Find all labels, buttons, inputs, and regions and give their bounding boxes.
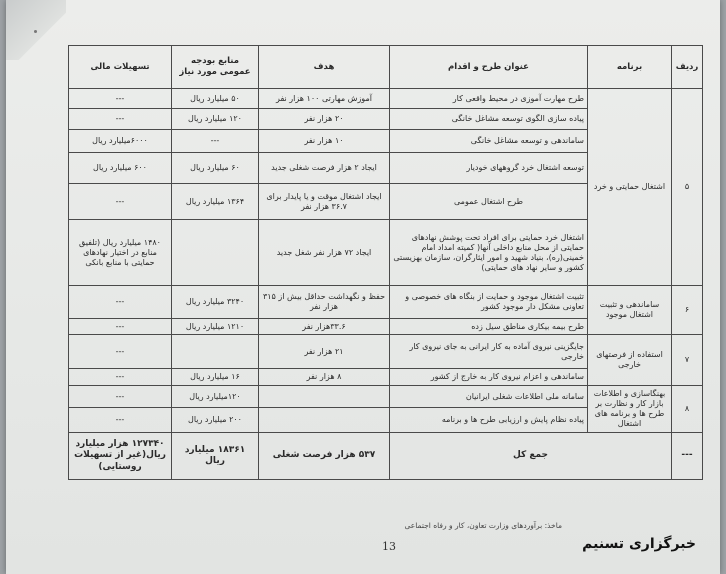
goal-cell: حفظ و نگهداشت حداقل بیش از ۳۱۵ هزار نفر [259, 286, 390, 319]
goal-cell: ۸ هزار نفر [259, 369, 390, 386]
facility-cell: ۱۴۸۰ میلیارد ریال (تلفیق منابع در اختیار نهادهای حمایتی با منابع بانکی [69, 220, 172, 286]
goal-cell: ۲۱ هزار نفر [259, 335, 390, 369]
header-row [69, 46, 703, 89]
facility-cell: --- [69, 369, 172, 386]
title-cell: پیاده سازی الگوی توسعه مشاغل خانگی [390, 109, 588, 130]
header-facility: تسهیلات مالی [69, 46, 172, 89]
budget-cell: ۵۰ میلیارد ریال [172, 89, 259, 109]
program-cell: اشتغال حمایتی و خرد [588, 89, 672, 286]
budget-cell: ۱۲۰میلیارد ریال [172, 386, 259, 408]
row-number: ۵ [672, 89, 703, 286]
facility-cell: ۶۰۰۰میلیارد ریال [69, 130, 172, 153]
title-cell: سامانه ملی اطلاعات شغلی ایرانیان [390, 386, 588, 408]
table-row [69, 286, 703, 319]
header-title: عنوان طرح و اقدام [390, 46, 588, 89]
budget-cell: ۱۶ میلیارد ریال [172, 369, 259, 386]
goal-cell [259, 386, 390, 408]
goal-cell: آموزش مهارتی ۱۰۰ هزار نفر [259, 89, 390, 109]
row-number: ۷ [672, 335, 703, 386]
total-row [69, 433, 703, 480]
facility-cell: --- [69, 386, 172, 408]
header-program: برنامه [588, 46, 672, 89]
program-cell: استفاده از فرصتهای خارجی [588, 335, 672, 386]
title-cell: تثبیت اشتغال موجود و حمایت از بنگاه های خصوصی و تعاونی مشکل دار موجود کشور [390, 286, 588, 319]
goal-cell: ایجاد ۷۲ هزار نفر شغل جدید [259, 220, 390, 286]
facility-cell: --- [69, 89, 172, 109]
facility-cell: --- [69, 184, 172, 220]
total-dash: --- [672, 433, 703, 480]
facility-cell: --- [69, 286, 172, 319]
title-cell: توسعه اشتغال خرد گروههای خودیار [390, 153, 588, 184]
facility-cell: --- [69, 408, 172, 433]
title-cell: پیاده نظام پایش و ارزیابی طرح ها و برنامه [390, 408, 588, 433]
budget-cell [172, 335, 259, 369]
title-cell: ساماندهی و اعزام نیروی کار به خارج از کشور [390, 369, 588, 386]
table-row [69, 386, 703, 408]
facility-cell: ۶۰۰ میلیارد ریال [69, 153, 172, 184]
source-note: ماخذ: برآوردهای وزارت تعاون، کار و رفاه اجتماعی [404, 521, 562, 530]
total-label: جمع کل [390, 433, 672, 480]
page-number: 13 [382, 540, 396, 553]
row-number: ۶ [672, 286, 703, 335]
program-cell: ساماندهی و تثبیت اشتغال موجود [588, 286, 672, 335]
goal-cell [259, 408, 390, 433]
header-goal: هدف [259, 46, 390, 89]
title-cell: جایگزینی نیروی آماده به کار ایرانی به جای نیروی کار خارجی [390, 335, 588, 369]
budget-cell: ۳۲۴۰ میلیارد ریال [172, 286, 259, 319]
goal-cell: ایجاد اشتغال موقت و یا پایدار برای ۳۶.۷ هزار نفر [259, 184, 390, 220]
goal-cell: ایجاد ۲ هزار فرصت شغلی جدید [259, 153, 390, 184]
budget-cell [172, 220, 259, 286]
goal-cell: ۱۰ هزار نفر [259, 130, 390, 153]
budget-cell: ۲۰۰ میلیارد ریال [172, 408, 259, 433]
table-row [69, 89, 703, 109]
facility-cell: --- [69, 319, 172, 335]
total-budget: ۱۸۳۶۱ میلیارد ریال [172, 433, 259, 480]
facility-cell: --- [69, 109, 172, 130]
budget-cell: --- [172, 130, 259, 153]
plan-table [68, 45, 703, 480]
header-radif: ردیف [672, 46, 703, 89]
facility-cell: --- [69, 335, 172, 369]
title-cell: طرح بیمه بیکاری مناطق سیل زده [390, 319, 588, 335]
header-budget: منابع بودجه عمومی مورد نیاز [172, 46, 259, 89]
title-cell: طرح اشتغال عمومی [390, 184, 588, 220]
title-cell: اشتغال خرد حمایتی برای افراد تحت پوشش نهادهای حمایتی از محل منابع داخلی آنها( کمیته امداد امام خمینی(ره)، بنیاد شهید و امور ایثارگران، سازمان بهزیستی کشور و سایر نهاد های حمایتی) [390, 220, 588, 286]
total-facility: ۱۲۷۳۴۰ هزار میلیارد ریال(غیر از تسهیلات روستایی) [69, 433, 172, 480]
goal-cell: ۲۰ هزار نفر [259, 109, 390, 130]
program-cell: بهنگاسازی و اطلاعات بازار کار و نظارت بر طرح ها و برنامه های اشتغال [588, 386, 672, 433]
table-row [69, 335, 703, 369]
row-number: ۸ [672, 386, 703, 433]
budget-cell: ۱۲۱۰ میلیارد ریال [172, 319, 259, 335]
watermark-text: خبرگزاری تسنیم [582, 536, 696, 552]
staple-mark [34, 30, 37, 33]
total-goal: ۵۳۷ هزار فرصت شغلی [259, 433, 390, 480]
budget-cell: ۶۰ میلیارد ریال [172, 153, 259, 184]
title-cell: ساماندهی و توسعه مشاغل خانگی [390, 130, 588, 153]
budget-cell: ۱۲۰ میلیارد ریال [172, 109, 259, 130]
budget-cell: ۱۳۶۴ میلیارد ریال [172, 184, 259, 220]
title-cell: طرح مهارت آموزی در محیط واقعی کار [390, 89, 588, 109]
goal-cell: ۳۳.۶هزار نفر [259, 319, 390, 335]
